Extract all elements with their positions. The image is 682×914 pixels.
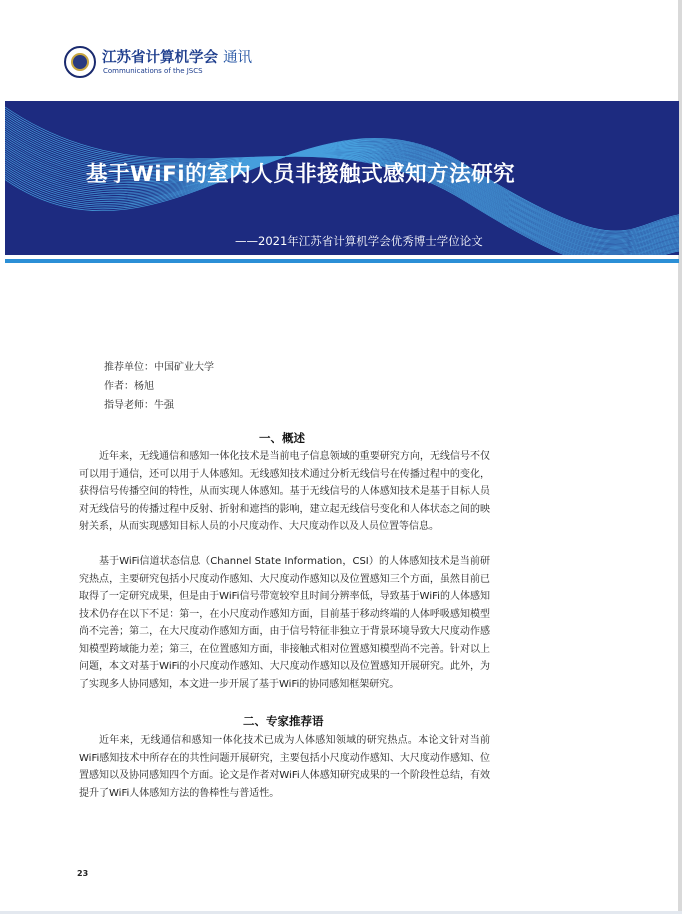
article-title: 基于WiFi的室内人员非接触式感知方法研究 [86,162,516,187]
brand-suffix: 通讯 [223,50,253,66]
section-heading-overview: 一、概述 [259,431,305,445]
logo-emblem [71,53,89,71]
brand-title [102,46,252,67]
author: 作者：杨旭 [104,381,154,392]
society-logo [64,46,96,78]
overview-paragraph-1: 近年来，无线通信和感知一体化技术是当前电子信息领域的重要研究方向，无线信号不仅可以用于通信，还可以用于人体感知。无线感知技术通过分析无线信号在传播过程中的变化，获得信号传播空间的特性，从而实现人体感知。基于无线信号的人体感知技术是基于目标人员对无线信号的传播过程中反射、折射和遮挡的影响，建立起无线信号变化和人体状态之间的映射关系，从而实现感知目标人员的小尺度动作、大尺度动作以及人员位置等信息。 [79,451,490,532]
banner-accent-line [5,259,679,263]
brand-subtitle: Communications of the JSCS [103,67,203,75]
brand-name: 江苏省计算机学会 [102,50,218,66]
section-heading-expert: 二、专家推荐语 [243,714,324,728]
recommending-unit: 推荐单位：中国矿业大学 [104,362,214,373]
article-meta [104,358,214,415]
advisor: 指导老师：牛强 [104,400,174,411]
article-subtitle: ——2021年江苏省计算机学会优秀博士学位论文 [235,234,483,248]
overview-paragraph-2: 基于WiFi信道状态信息（Channel State Information，CSI）的人体感知技术是当前研究热点，主要研究包括小尺度动作感知、大尺度动作感知以及位置感知三个方面，虽然目前已取得了一定研究成果，但是由于WiFi信号带宽较窄且时间分辨率低，导致基于WiFi的人体感知技术仍存在以下不足：第一，在小尺度动作感知方面，目前基于移动终端的人体呼吸感知模型尚不完善；第二，在大尺度动作感知方面，由于信号特征非独立于背景环境导致大尺度动作感知模型跨域能力差；第三，在位置感知方面，非接触式相对位置感知模型尚不完善。针对以上问题，本文对基于WiFi的小尺度动作感知、大尺度动作感知以及位置感知开展研究。此外，为了实现多人协同感知，本文进一步开展了基于WiFi的协同感知框架研究。 [79,556,490,690]
article-banner [5,101,679,255]
page-number: 23 [77,869,89,878]
expert-paragraph: 近年来，无线通信和感知一体化技术已成为人体感知领域的研究热点。本论文针对当前WiFi感知技术中所存在的共性问题开展研究，主要包括小尺度动作感知、大尺度动作感知、位置感知以及协同感知四个方面。论文是作者对WiFi人体感知研究成果的一个阶段性总结，有效提升了WiFi人体感知方法的鲁棒性与普适性。 [79,735,490,799]
